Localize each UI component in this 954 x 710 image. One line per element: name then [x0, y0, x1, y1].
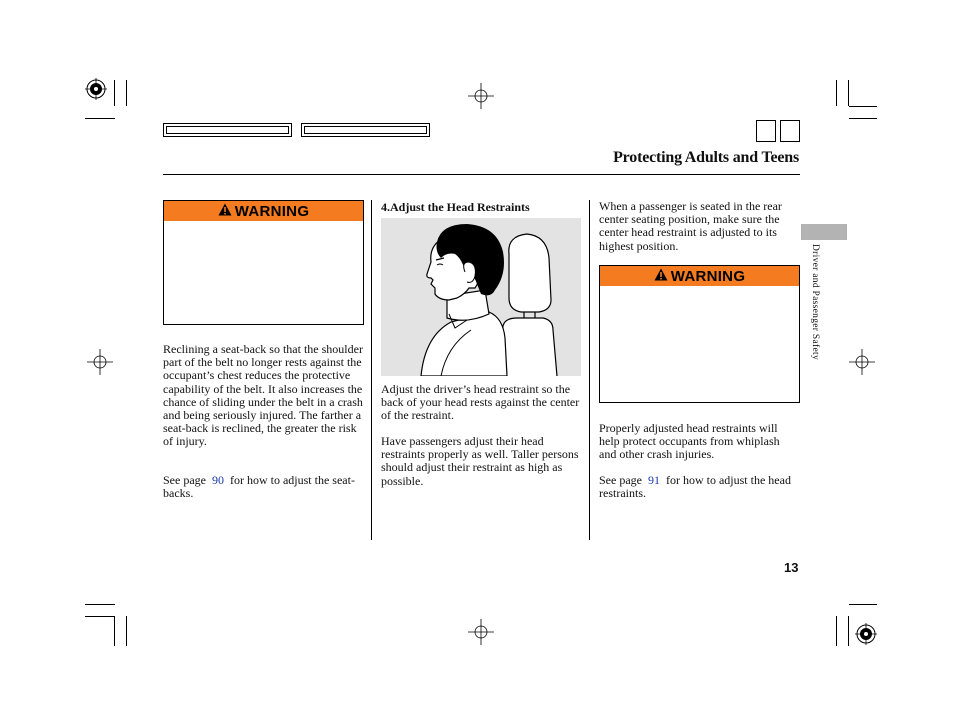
left-body-text: Reclining a seat-back so that the shoulder part of the belt no longer rests against the occupant’s chest reduces the protective capability of the belt. It also increases the chance of sliding under the belt in a crash and being seriously injured. The farther a seat-back is reclined, the greater the risk of injury. — [163, 342, 363, 449]
header-rule — [163, 174, 800, 175]
middle-para-2: Have passengers adjust their head restraints properly as well. Taller persons should adjust their restraint as high as possible. — [381, 434, 579, 488]
warning-label-right: WARNING — [670, 267, 746, 285]
crosshair-top — [468, 83, 494, 109]
section-tab-marker[interactable] — [801, 224, 847, 240]
nav-main-menu-button[interactable] — [163, 123, 292, 137]
section-tab-label: Driver and Passenger Safety — [810, 244, 820, 360]
warning-box-left — [163, 200, 364, 325]
right-see-page: See page 91 for how to adjust the head restraints. — [599, 473, 791, 501]
head-restraint-illustration — [381, 218, 581, 376]
middle-para-1: Adjust the driver’s head restraint so the back of your head rests against the center of the restraint. — [381, 382, 580, 423]
page-link-90[interactable]: 90 — [211, 473, 224, 487]
nav-prev-page-button[interactable] — [756, 120, 776, 142]
nav-contents-button[interactable] — [301, 123, 430, 137]
page-link-91[interactable]: 91 — [647, 473, 660, 487]
warning-triangle-icon — [654, 268, 668, 285]
left-see-page: See page 90 for how to adjust the seat-backs. — [163, 473, 355, 501]
nav-next-page-button[interactable] — [780, 120, 800, 142]
crosshair-bottom — [468, 619, 494, 645]
right-intro-text: When a passenger is seated in the rear center seating position, make sure the center head restraint is adjusted to its highest position. — [599, 199, 782, 253]
column-divider-left — [371, 200, 372, 540]
warning-header-left — [164, 201, 363, 221]
warning-label-left: WARNING — [234, 202, 310, 220]
warning-triangle-icon — [218, 203, 232, 220]
crosshair-right — [849, 349, 875, 375]
column-divider-right — [589, 200, 590, 540]
crosshair-left — [87, 349, 113, 375]
head-restraint-figure-icon — [381, 218, 581, 376]
warning-box-right — [599, 265, 800, 403]
page-number: 13 — [784, 560, 799, 575]
page-title: Protecting Adults and Teens — [613, 149, 799, 166]
registration-target-top-left — [85, 78, 107, 100]
warning-header-right — [600, 266, 799, 286]
right-body-text: Properly adjusted head restraints will help protect occupants from whiplash and other crash injuries. — [599, 421, 780, 462]
section-heading: 4.Adjust the Head Restraints — [381, 200, 530, 214]
registration-target-bottom-right — [855, 623, 877, 645]
